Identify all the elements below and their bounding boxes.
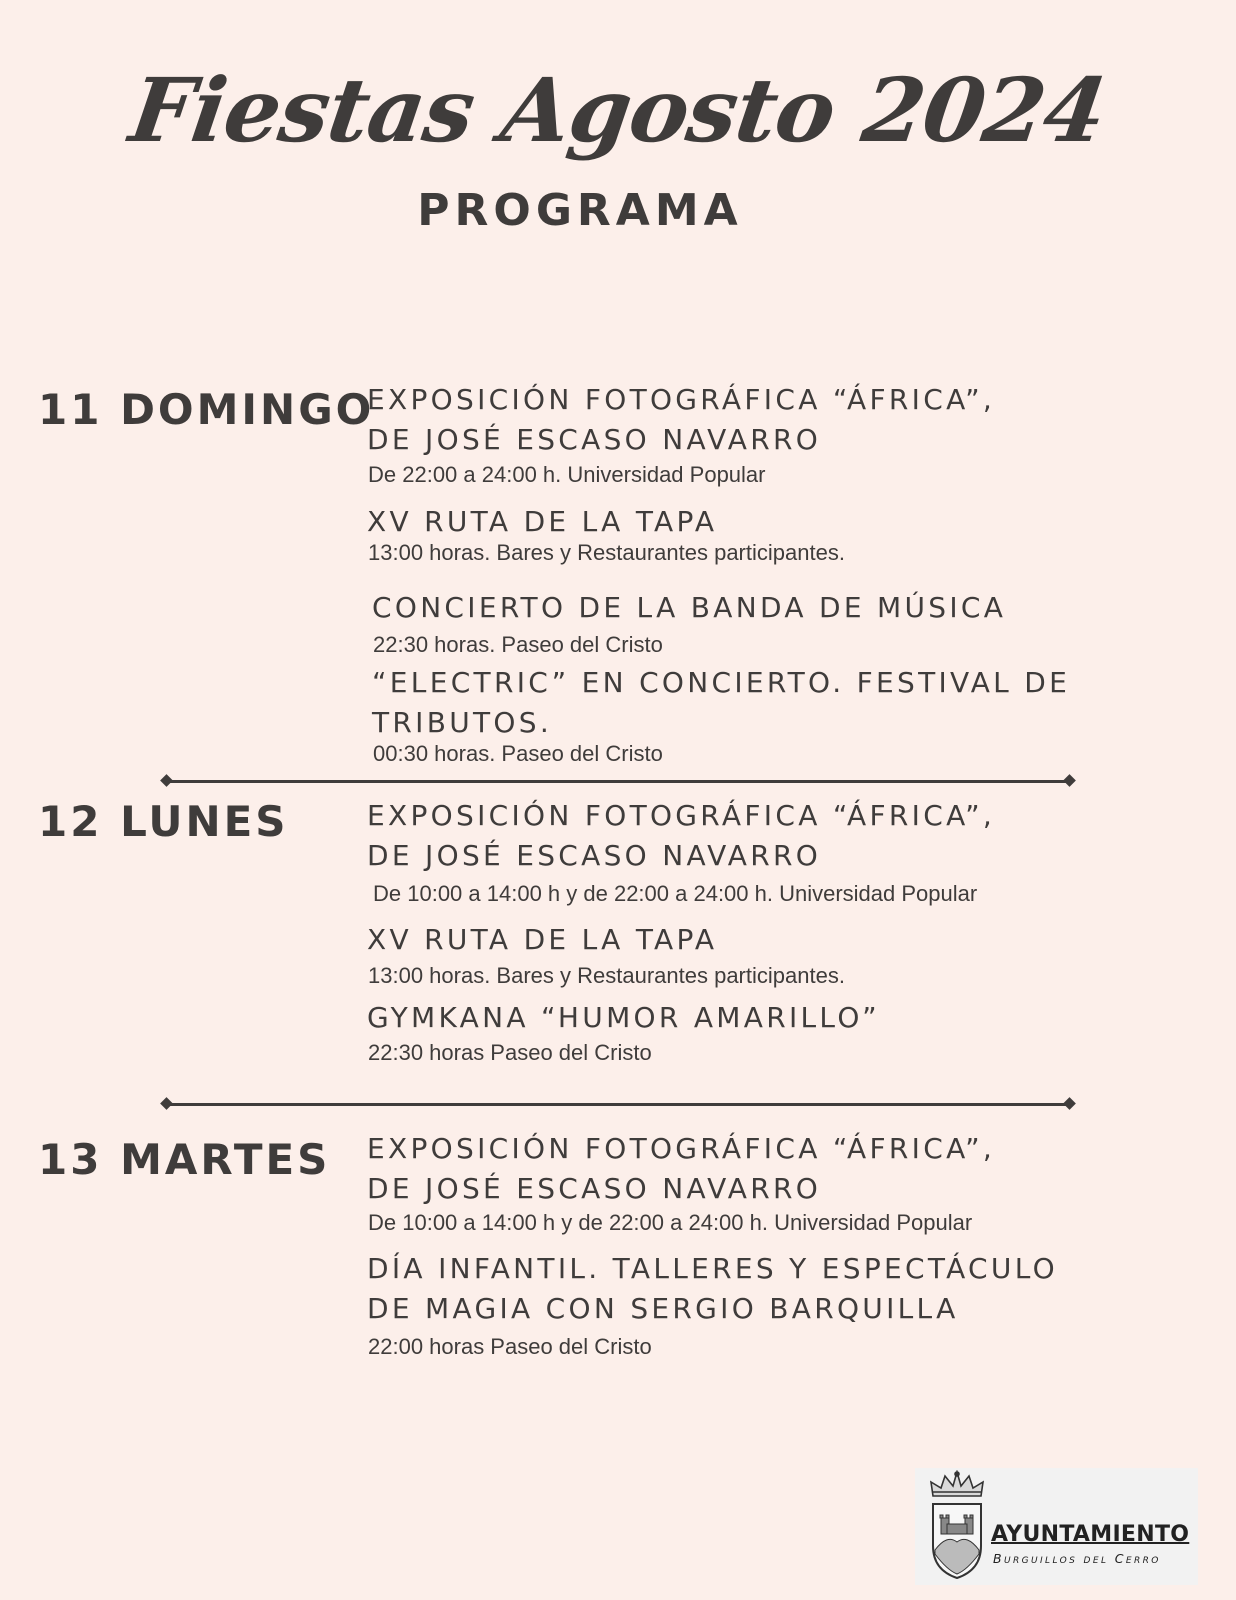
logo-title: AYUNTAMIENTO [991, 1522, 1190, 1547]
poster-subtitle: PROGRAMA [417, 185, 743, 236]
divider [167, 1103, 1069, 1106]
event-title: DÍA INFANTIL. TALLERES Y ESPECTÁCULO [367, 1252, 1058, 1285]
event-detail: 22:30 horas Paseo del Cristo [368, 1040, 652, 1065]
coat-of-arms-icon [927, 1470, 987, 1582]
day-label-12: 12 LUNES [38, 797, 289, 846]
event-title: EXPOSICIÓN FOTOGRÁFICA “ÁFRICA”, [367, 799, 996, 832]
event-title: “ELECTRIC” EN CONCIERTO. FESTIVAL DE [372, 666, 1071, 699]
event-detail: 00:30 horas. Paseo del Cristo [373, 741, 663, 766]
logo-subtitle: Burguillos del Cerro [993, 1551, 1161, 1566]
event-title: DE JOSÉ ESCASO NAVARRO [367, 423, 822, 456]
event-title: EXPOSICIÓN FOTOGRÁFICA “ÁFRICA”, [367, 383, 996, 416]
event-detail: De 10:00 a 14:00 h y de 22:00 a 24:00 h. Universidad Popular [373, 881, 978, 906]
event-title: DE JOSÉ ESCASO NAVARRO [367, 1172, 822, 1205]
day-label-11: 11 DOMINGO [38, 385, 375, 434]
event-detail: 22:30 horas. Paseo del Cristo [373, 632, 663, 657]
day-label-13: 13 MARTES [38, 1135, 331, 1184]
event-title: GYMKANA “HUMOR AMARILLO” [367, 1001, 880, 1034]
event-title: XV RUTA DE LA TAPA [367, 923, 718, 956]
event-title: DE JOSÉ ESCASO NAVARRO [367, 839, 822, 872]
divider [167, 780, 1069, 783]
poster-title: Fiestas Agosto 2024 [124, 58, 1112, 162]
event-title: TRIBUTOS. [372, 706, 553, 739]
event-title: EXPOSICIÓN FOTOGRÁFICA “ÁFRICA”, [367, 1132, 996, 1165]
event-title: CONCIERTO DE LA BANDA DE MÚSICA [372, 591, 1007, 624]
event-detail: 13:00 horas. Bares y Restaurantes participantes. [368, 963, 845, 988]
event-detail: De 10:00 a 14:00 h y de 22:00 a 24:00 h. Universidad Popular [368, 1210, 973, 1235]
event-title: XV RUTA DE LA TAPA [367, 505, 718, 538]
event-detail: 13:00 horas. Bares y Restaurantes participantes. [368, 540, 845, 565]
event-detail: 22:00 horas Paseo del Cristo [368, 1334, 652, 1359]
event-detail: De 22:00 a 24:00 h. Universidad Popular [368, 462, 766, 487]
municipality-logo [915, 1468, 1198, 1585]
event-title: DE MAGIA CON SERGIO BARQUILLA [367, 1292, 959, 1325]
